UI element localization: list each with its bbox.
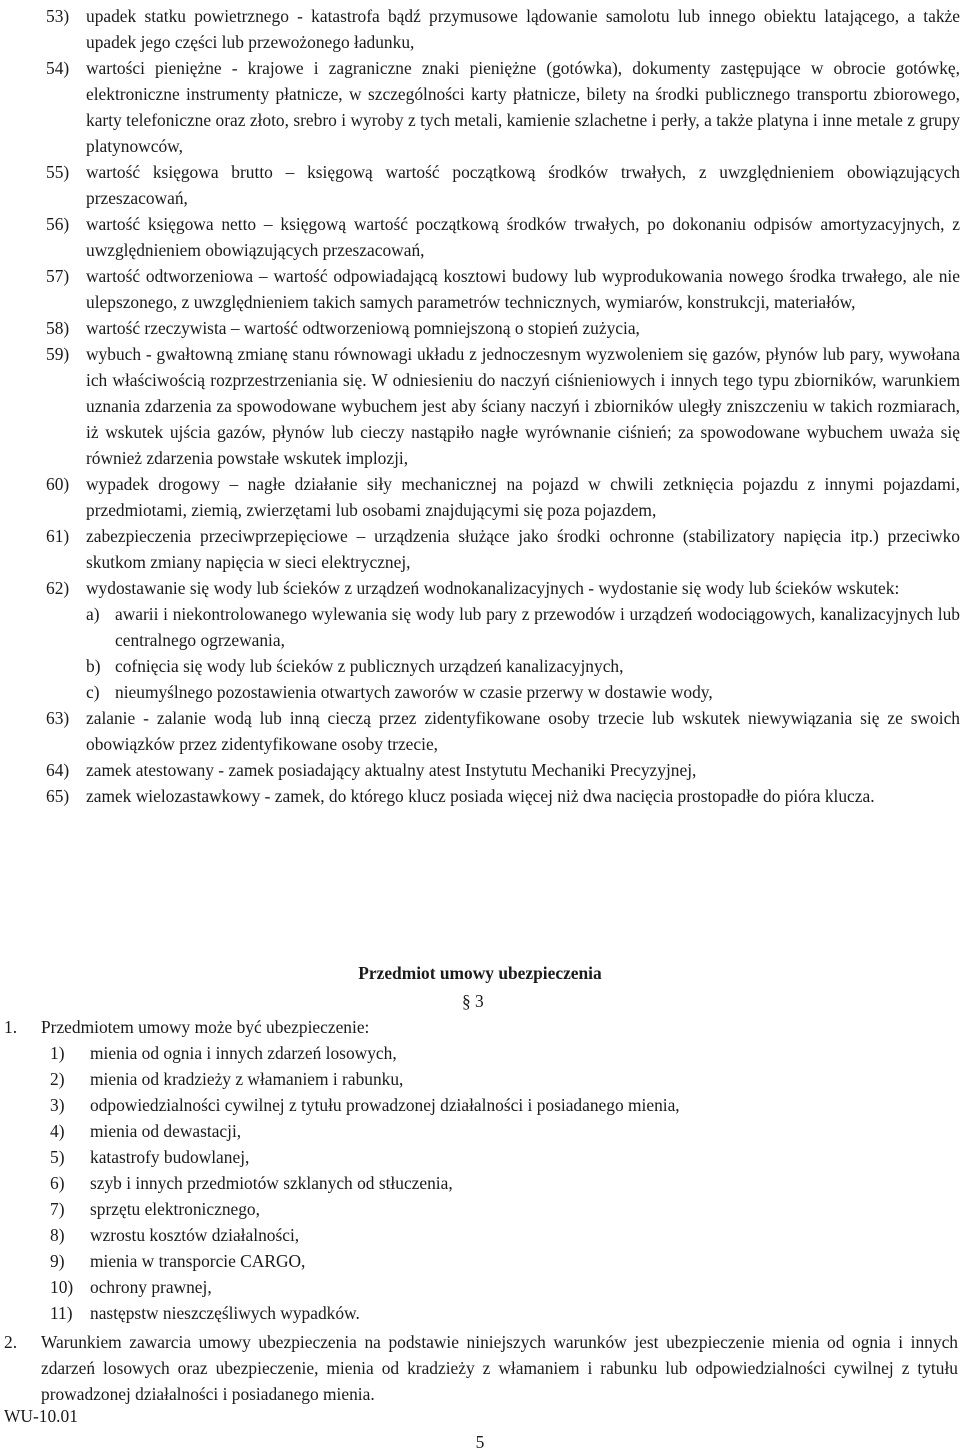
item-number: 5) <box>50 1147 65 1167</box>
list-item <box>50 1066 960 1092</box>
item-text: mienia od dewastacji, <box>90 1121 242 1141</box>
list-item <box>50 1248 960 1274</box>
sublist-letter: a) <box>86 604 100 624</box>
item-text: następstw nieszczęśliwych wypadków. <box>90 1303 360 1323</box>
item-text: sprzętu elektronicznego, <box>90 1199 260 1219</box>
item-text: wartość rzeczywista – wartość odtworzeniową pomniejszoną o stopień zużycia, <box>86 318 640 338</box>
item-number: 8) <box>50 1225 65 1245</box>
item-number: 60) <box>46 474 70 494</box>
item-number: 65) <box>46 786 70 806</box>
item-text: odpowiedzialności cywilnej z tytułu prowadzonej działalności i posiadanego mienia, <box>90 1095 680 1115</box>
item-text: wypadek drogowy – nagłe działanie siły mechanicznej na pojazd w chwili zetknięcia pojazdu z innymi pojazdami, przedmiotami, ziemią, zwierzętami lub osobami znajdującymi się poza pojazdem, <box>86 474 960 520</box>
point-number: 1. <box>4 1017 18 1037</box>
list-item <box>50 1300 960 1326</box>
definition-item <box>46 3 960 55</box>
item-text: wartości pieniężne - krajowe i zagraniczne znaki pieniężne (gotówka), dokumenty zastępujące w obrocie gotówkę, elektroniczne instrumenty płatnicze, w szczególności karty płatnicze, bilety na środki publicznego transportu zbiorowego, karty telefoniczne oraz złoto, srebro i wyroby z tych metali, kamienie szlachetne i perły, a także platyna i inne metale z grupy platynowców, <box>86 58 960 156</box>
item-number: 3) <box>50 1095 65 1115</box>
item-number: 59) <box>46 344 70 364</box>
item-number: 58) <box>46 318 70 338</box>
page-number: 5 <box>475 1432 485 1452</box>
definition-item <box>46 263 960 315</box>
item-text: zalanie - zalanie wodą lub inną cieczą przez zidentyfikowane osoby trzecie lub wskutek niewywiązania się ze swoich obowiązków przez zidentyfikowane osoby trzecie, <box>86 708 960 754</box>
item-text: zamek wielozastawkowy - zamek, do którego klucz posiada więcej niż dwa nacięcia prostopadłe do pióra klucza. <box>86 786 875 806</box>
document-id: WU-10.01 <box>4 1406 78 1426</box>
item-text: zabezpieczenia przeciwprzepięciowe – urządzenia służące jako środki ochronne (stabilizatory napięcia itp.) przeciwko skutkom zmiany napięcia w sieci elektrycznej, <box>86 526 960 572</box>
item-text: mienia w transporcie CARGO, <box>90 1251 306 1271</box>
item-number: 10) <box>50 1277 74 1297</box>
item-number: 64) <box>46 760 70 780</box>
item-text: mienia od ognia i innych zdarzeń losowych, <box>90 1043 397 1063</box>
definition-item <box>46 575 960 601</box>
item-text: wartość księgowa netto – księgową wartość początkową środków trwałych, po dokonaniu odpisów amortyzacyjnych, z uwzględnieniem obowiązujących przeszacowań, <box>86 214 960 260</box>
point-2 <box>4 1329 958 1407</box>
sublist-item <box>86 679 960 705</box>
definition-item <box>46 55 960 159</box>
list-item <box>50 1092 960 1118</box>
item-text: zamek atestowany - zamek posiadający aktualny atest Instytutu Mechaniki Precyzyjnej, <box>86 760 697 780</box>
definition-item <box>46 315 960 341</box>
item-number: 56) <box>46 214 70 234</box>
subject-list <box>50 1040 960 1326</box>
section-heading: Przedmiot umowy ubezpieczenia <box>358 963 602 983</box>
definitions-list <box>46 3 960 809</box>
sublist-item <box>86 653 960 679</box>
item-text: katastrofy budowlanej, <box>90 1147 250 1167</box>
item-number: 62) <box>46 578 70 598</box>
item-text: szyb i innych przedmiotów szklanych od stłuczenia, <box>90 1173 453 1193</box>
item-text: wzrostu kosztów działalności, <box>90 1225 300 1245</box>
item-text: wydostawanie się wody lub ścieków z urządzeń wodnokanalizacyjnych - wydostanie się wody lub ścieków wskutek: <box>86 578 900 598</box>
point-2-text: Warunkiem zawarcia umowy ubezpieczenia na podstawie niniejszych warunków jest ubezpieczenie mienia od ognia i innych zdarzeń losowych oraz ubezpieczenie, mienia od kradzieży z włamaniem i rabunku lub odpowiedzialności cywilnej z tytułu prowadzonej działalności i posiadanego mienia. <box>41 1332 958 1404</box>
list-item <box>50 1222 960 1248</box>
item-text: wartość odtworzeniowa – wartość odpowiadającą kosztowi budowy lub wyprodukowania nowego środka trwałego, ale nie ulepszonego, z uwzględnieniem takich samych parametrów technicznych, wymiarów, konstrukcji, materiałów, <box>86 266 960 312</box>
point-1 <box>4 1014 960 1326</box>
list-item <box>50 1040 960 1066</box>
item-number: 1) <box>50 1043 65 1063</box>
point-1-text: Przedmiotem umowy może być ubezpieczenie: <box>41 1017 370 1037</box>
item-text: mienia od kradzieży z włamaniem i rabunku, <box>90 1069 404 1089</box>
list-item <box>50 1118 960 1144</box>
item-number: 53) <box>46 6 70 26</box>
item-text: upadek statku powietrznego - katastrofa bądź przymusowe lądowanie samolotu lub innego obiektu latającego, a także upadek jego części lub przewożonego ładunku, <box>86 6 960 52</box>
definition-item <box>46 211 960 263</box>
paragraph-mark: § 3 <box>462 991 484 1011</box>
item-number: 54) <box>46 58 70 78</box>
sublist-letter: c) <box>86 682 100 702</box>
item-number: 55) <box>46 162 70 182</box>
item-number: 11) <box>50 1303 73 1323</box>
item-number: 4) <box>50 1121 65 1141</box>
sublist-text: nieumyślnego pozostawienia otwartych zaworów w czasie przerwy w dostawie wody, <box>115 682 713 702</box>
definition-item <box>46 159 960 211</box>
point-2-row <box>4 1329 958 1407</box>
list-item <box>50 1144 960 1170</box>
item-text: ochrony prawnej, <box>90 1277 212 1297</box>
item-text: wartość księgowa brutto – księgową wartość początkową środków trwałych, z uwzględnieniem obowiązujących przeszacowań, <box>86 162 960 208</box>
item-text: wybuch - gwałtowną zmianę stanu równowagi układu z jednoczesnym wyzwoleniem się gazów, płynów lub pary, wywołana ich właściwością rozprzestrzeniania się. W odniesieniu do naczyń ciśnieniowych i innych tego typu zbiorników, warunkiem uznania zdarzenia za spowodowane wybuchem jest aby ściany naczyń i zbiorników uległy zniszczeniu w takich rozmiarach, iż wskutek ujścia gazów, płynów lub cieczy nastąpiło nagłe wyrównanie ciśnień; za spowodowane wybuchem uważa się również zdarzenia powstałe wskutek implozji, <box>86 344 960 468</box>
item-number: 57) <box>46 266 70 286</box>
sublist-item <box>86 601 960 653</box>
item-number: 63) <box>46 708 70 728</box>
list-item <box>50 1196 960 1222</box>
definition-item <box>46 471 960 523</box>
point-1-lead <box>4 1014 960 1040</box>
item-number: 9) <box>50 1251 65 1271</box>
definition-item <box>46 757 960 783</box>
item-number: 61) <box>46 526 70 546</box>
sublist-text: awarii i niekontrolowanego wylewania się wody lub pary z przewodów i urządzeń wodociągowych, kanalizacyjnych lub centralnego ogrzewania, <box>115 604 960 650</box>
sublist-letter: b) <box>86 656 101 676</box>
point-number: 2. <box>4 1332 18 1352</box>
item-number: 2) <box>50 1069 65 1089</box>
item-number: 6) <box>50 1173 65 1193</box>
list-item <box>50 1274 960 1300</box>
sublist <box>86 601 960 705</box>
definition-item <box>46 705 960 757</box>
definition-item <box>46 783 960 809</box>
item-number: 7) <box>50 1199 65 1219</box>
definition-item <box>46 341 960 471</box>
sublist-text: cofnięcia się wody lub ścieków z publicznych urządzeń kanalizacyjnych, <box>115 656 624 676</box>
list-item <box>50 1170 960 1196</box>
definition-item <box>46 523 960 575</box>
